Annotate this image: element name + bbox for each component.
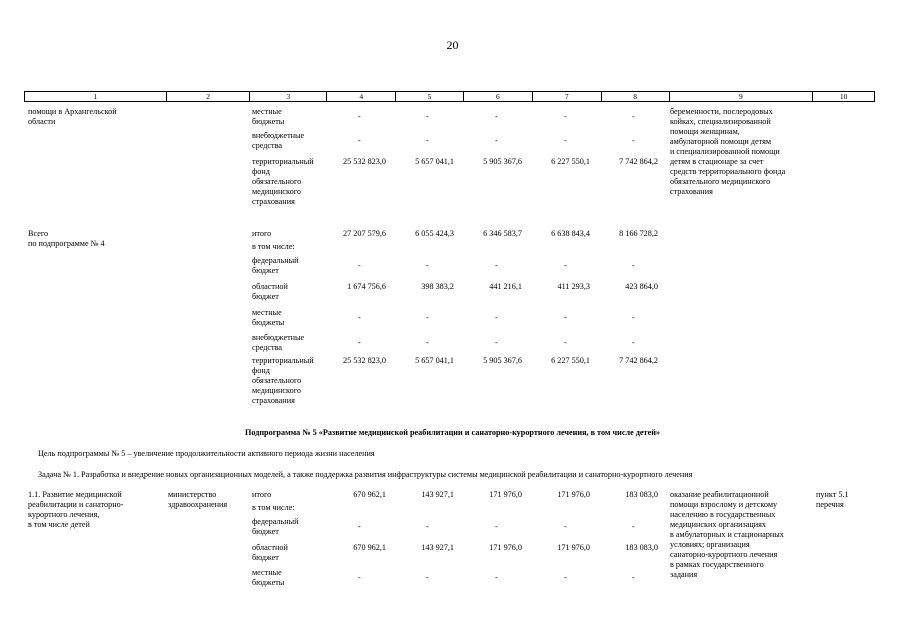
block1-name: помощи в Архангельской области xyxy=(28,107,117,126)
header-col-7: 7 xyxy=(533,92,602,101)
funding-value: 423 864,0 xyxy=(625,282,658,291)
header-col-8: 8 xyxy=(602,92,670,101)
funding-source: итого xyxy=(252,229,272,238)
funding-value: - xyxy=(358,261,361,270)
funding-source: федеральный бюджет xyxy=(252,256,299,275)
funding-value: - xyxy=(632,522,635,531)
funding-value: - xyxy=(564,522,567,531)
funding-value: 6 227 550,1 xyxy=(551,157,590,166)
funding-value: - xyxy=(564,573,567,582)
funding-value: 441 216,1 xyxy=(489,282,522,291)
block2-name: Всего по подпрограмме № 4 xyxy=(28,229,105,248)
funding-value: 411 293,3 xyxy=(557,282,590,291)
funding-source: местные бюджеты xyxy=(252,308,285,327)
funding-value: 6 638 843,4 xyxy=(551,229,590,238)
funding-value: - xyxy=(426,573,429,582)
header-col-2: 2 xyxy=(167,92,251,101)
funding-source: федеральный бюджет xyxy=(252,517,299,536)
funding-value: 7 742 864,2 xyxy=(619,157,658,166)
funding-value: - xyxy=(495,136,498,145)
funding-value: 25 532 823,0 xyxy=(343,157,386,166)
funding-source: территориальный фонд обязательного медицинского страхования xyxy=(252,356,314,405)
funding-value: 6 055 424,3 xyxy=(415,229,454,238)
funding-value: - xyxy=(426,261,429,270)
header-col-3: 3 xyxy=(250,92,327,101)
funding-source: внебюджетные средства xyxy=(252,131,305,150)
header-col-6: 6 xyxy=(464,92,533,101)
funding-value: 398 383,2 xyxy=(421,282,454,291)
funding-value: - xyxy=(632,338,635,347)
funding-value: - xyxy=(495,338,498,347)
header-col-5: 5 xyxy=(396,92,464,101)
funding-value: - xyxy=(358,136,361,145)
funding-value: - xyxy=(426,112,429,121)
funding-value: - xyxy=(495,112,498,121)
funding-value: 6 227 550,1 xyxy=(551,356,590,365)
funding-value: 171 976,0 xyxy=(557,543,590,552)
funding-source: местные бюджеты xyxy=(252,568,285,587)
funding-value: 6 346 583,7 xyxy=(483,229,522,238)
funding-value: 5 905 367,6 xyxy=(483,157,522,166)
funding-value: 670 962,1 xyxy=(353,543,386,552)
funding-value: 670 962,1 xyxy=(353,490,386,499)
block3-name: 1.1. Развитие медицинской реабилитации и санаторно- курортного лечения, в том числе детей xyxy=(28,490,124,529)
funding-source: территориальный фонд обязательного медицинского страхования xyxy=(252,157,314,206)
funding-value: - xyxy=(632,136,635,145)
funding-value: - xyxy=(632,313,635,322)
funding-value: - xyxy=(426,313,429,322)
subprogram-task: Задача № 1. Разработка и внедрение новых организационных моделей, а также поддержка развития инфраструктуры системы медицинской реабилитации и санаторно-курортного лечения xyxy=(38,470,693,479)
funding-value: 7 742 864,2 xyxy=(619,356,658,365)
funding-value: - xyxy=(358,573,361,582)
funding-value: - xyxy=(564,112,567,121)
funding-value: 171 976,0 xyxy=(557,490,590,499)
funding-value: 5 657 041,1 xyxy=(415,157,454,166)
header-col-9: 9 xyxy=(670,92,814,101)
funding-value: - xyxy=(632,573,635,582)
funding-value: - xyxy=(426,136,429,145)
funding-source: местные бюджеты xyxy=(252,107,285,126)
funding-value: 171 976,0 xyxy=(489,543,522,552)
funding-value: - xyxy=(358,112,361,121)
funding-value: - xyxy=(495,261,498,270)
funding-value: 5 657 041,1 xyxy=(415,356,454,365)
header-col-1: 1 xyxy=(25,92,167,101)
header-col-4: 4 xyxy=(327,92,396,101)
funding-source: в том числе: xyxy=(252,242,295,251)
funding-value: 171 976,0 xyxy=(489,490,522,499)
funding-value: - xyxy=(632,112,635,121)
funding-value: - xyxy=(495,522,498,531)
block3-executor: министерство здравоохранения xyxy=(168,490,228,509)
funding-value: 25 532 823,0 xyxy=(343,356,386,365)
funding-value: - xyxy=(358,338,361,347)
block3-reference: пункт 5.1 перечня xyxy=(816,490,849,509)
block3-result: оказание реабилитационной помощи взрослому и детскому населению в государственных медицинских организациях в амбулаторных и стационарных условиях; организация санаторно-курортного лечения в рамках государственного задания xyxy=(670,490,784,579)
header-col-10: 10 xyxy=(839,92,848,101)
funding-value: - xyxy=(358,522,361,531)
funding-value: - xyxy=(495,313,498,322)
funding-source: итого xyxy=(252,490,272,499)
funding-value: - xyxy=(564,136,567,145)
funding-value: 5 905 367,6 xyxy=(483,356,522,365)
funding-value: 183 083,0 xyxy=(625,490,658,499)
page-number: 20 xyxy=(446,38,459,52)
subprogram-goal: Цель подпрограммы № 5 – увеличение продолжительности активного периода жизни населения xyxy=(38,449,375,458)
subprogram-title: Подпрограмма № 5 «Развитие медицинской реабилитации и санаторно-курортного лечения, в том числе детей» xyxy=(244,428,661,437)
funding-value: - xyxy=(426,522,429,531)
funding-value: 27 207 579,6 xyxy=(343,229,386,238)
funding-value: 183 083,0 xyxy=(625,543,658,552)
funding-source: областной бюджет xyxy=(252,282,288,301)
table-header xyxy=(24,91,875,102)
funding-value: - xyxy=(564,313,567,322)
funding-value: - xyxy=(358,313,361,322)
funding-value: - xyxy=(495,573,498,582)
funding-value: 8 166 728,2 xyxy=(619,229,658,238)
funding-value: - xyxy=(564,261,567,270)
funding-value: 143 927,1 xyxy=(421,543,454,552)
funding-value: 1 674 756,6 xyxy=(347,282,386,291)
funding-source: внебюджетные средства xyxy=(252,333,305,352)
funding-value: - xyxy=(632,261,635,270)
funding-source: в том числе: xyxy=(252,503,295,512)
funding-value: 143 927,1 xyxy=(421,490,454,499)
block1-result: беременности, послеродовых койках, специализированной помощи женщинам, амбулаторной помощи детям и специализированной помощи детям в стационаре за счет средств территориального фонда обязательного медицинского страхования xyxy=(670,107,786,196)
funding-source: областной бюджет xyxy=(252,543,288,562)
funding-value: - xyxy=(564,338,567,347)
funding-value: - xyxy=(426,338,429,347)
